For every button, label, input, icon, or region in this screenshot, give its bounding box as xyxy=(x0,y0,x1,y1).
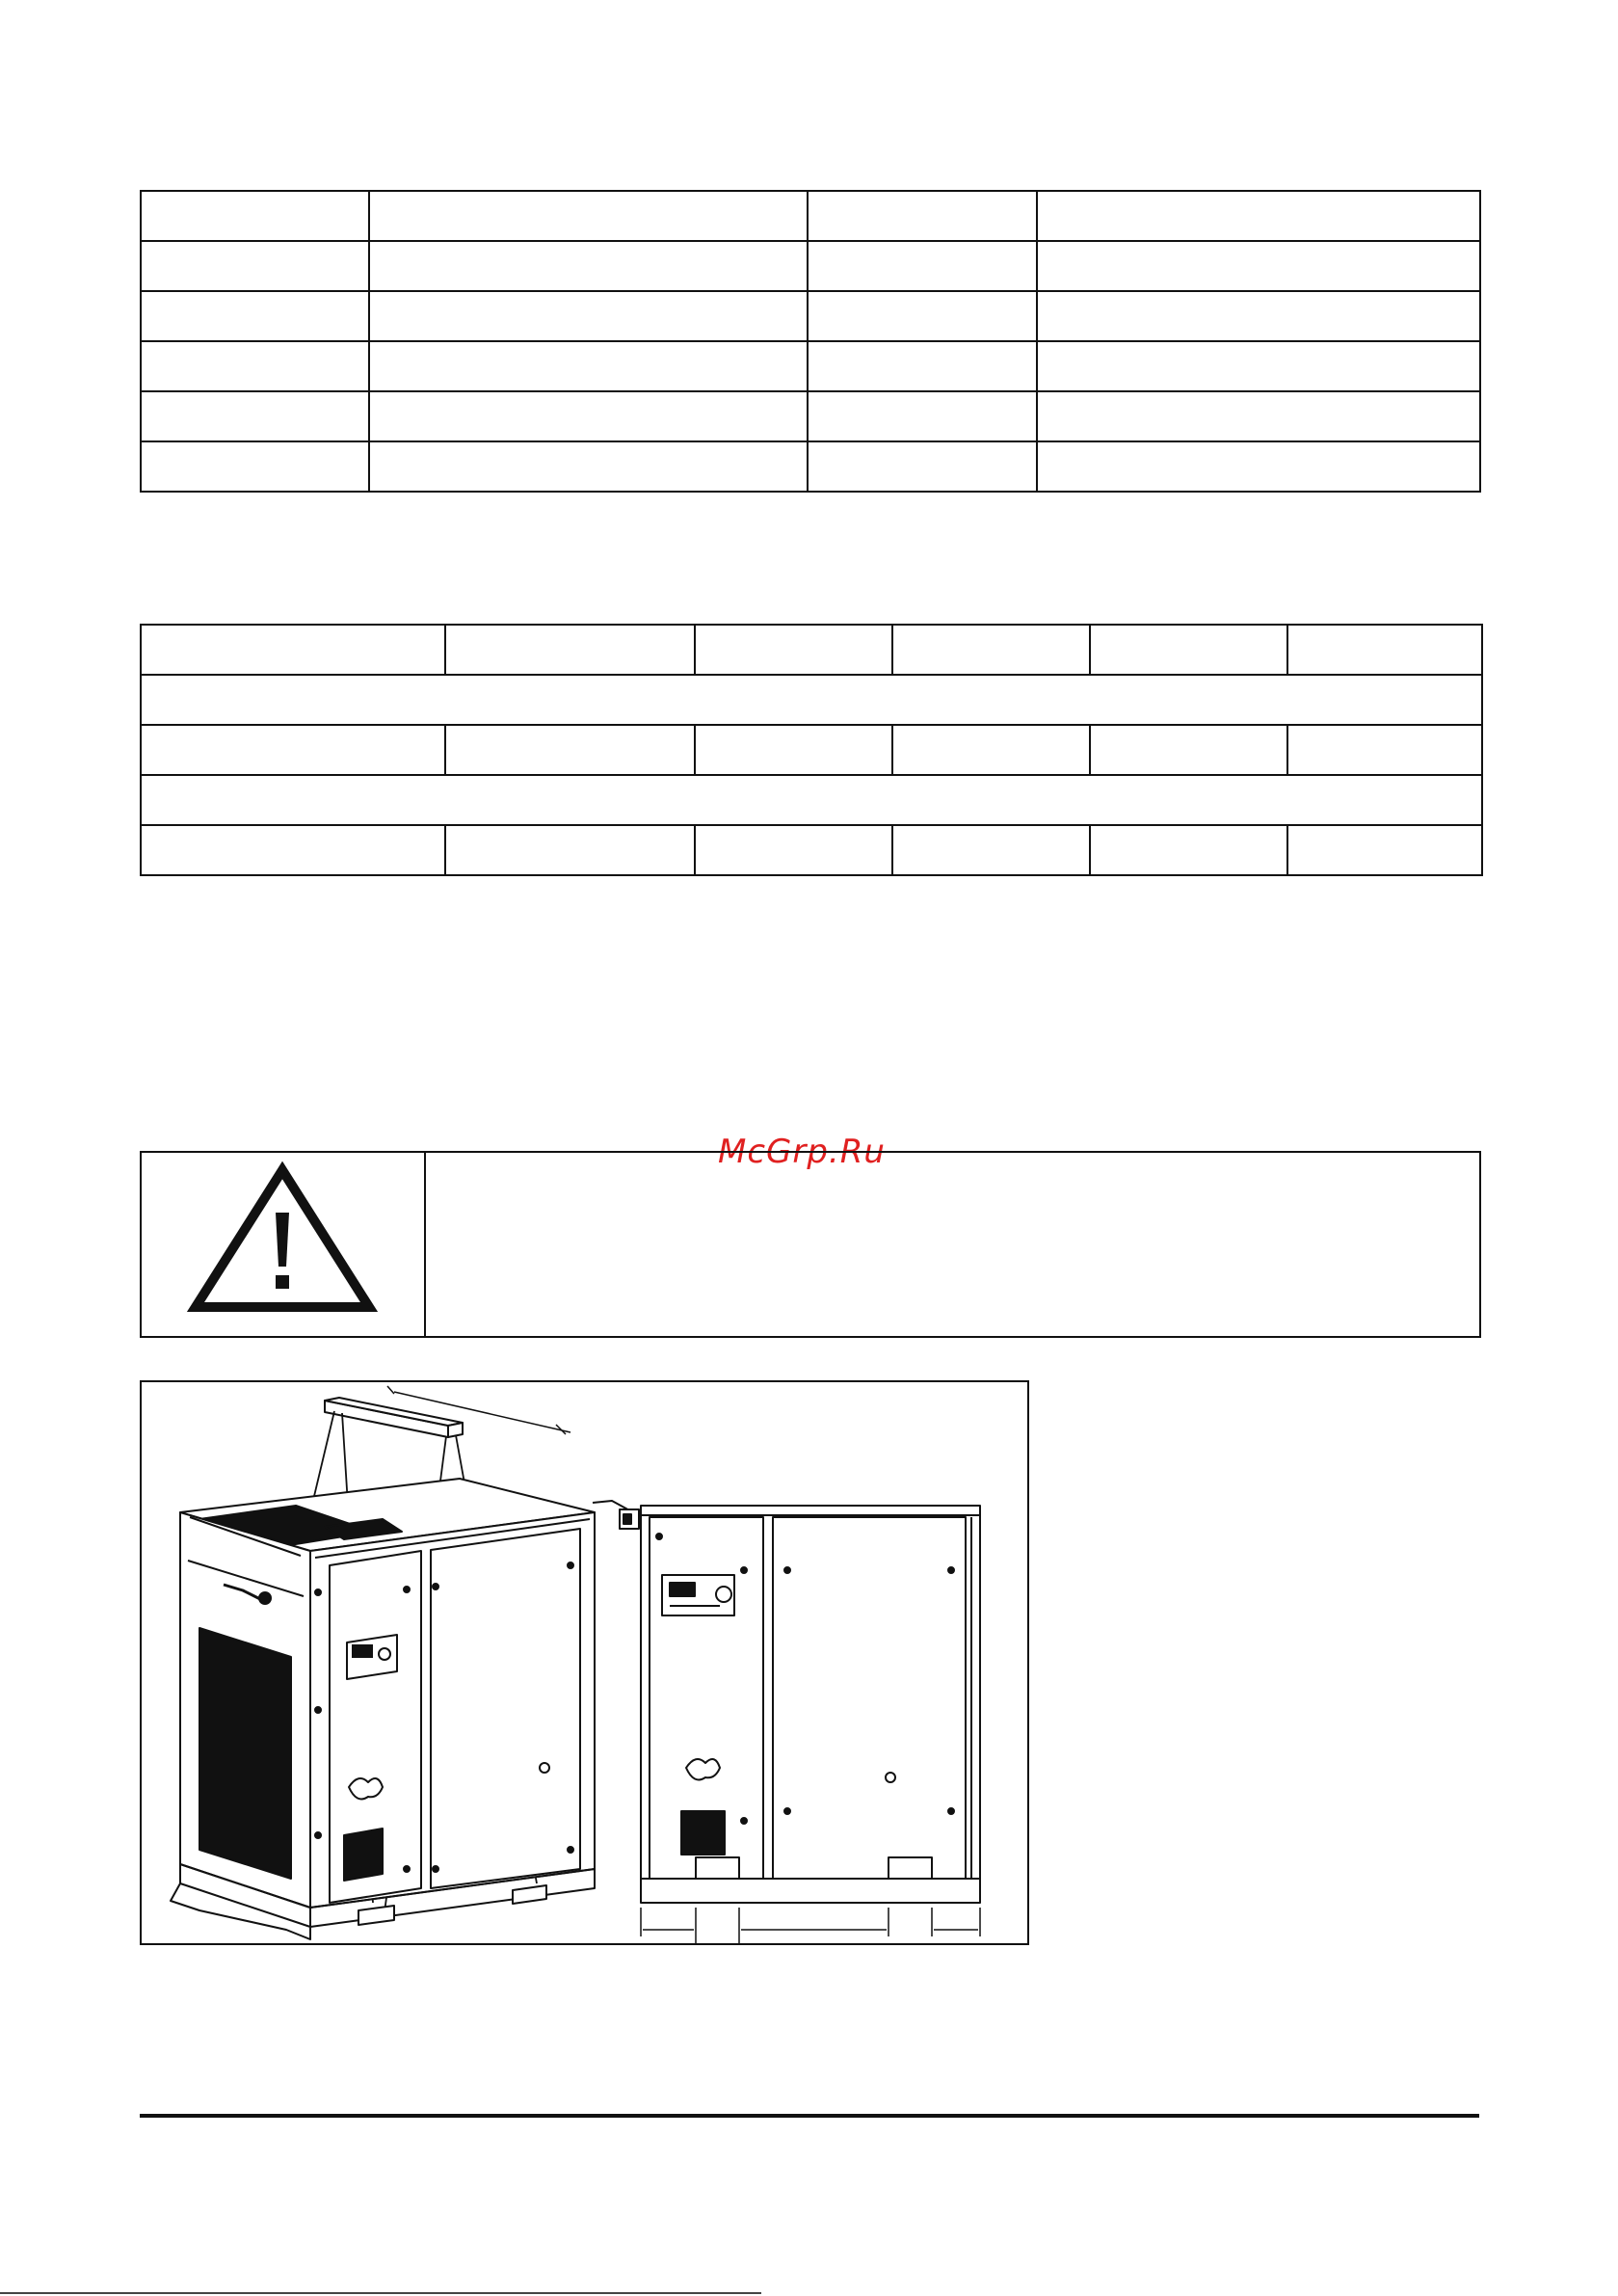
table-row xyxy=(141,775,1482,825)
bottom-rule xyxy=(0,2292,761,2294)
table-row xyxy=(141,191,1480,241)
lifting-beam xyxy=(325,1386,570,1437)
compressor-front-view xyxy=(641,1506,980,1943)
watermark: McGrp.Ru xyxy=(718,1133,886,1171)
warning-text-cell xyxy=(426,1153,1479,1336)
table-row xyxy=(141,341,1480,391)
table-row xyxy=(141,241,1480,291)
warning-triangle-icon xyxy=(142,1153,424,1336)
table-row xyxy=(141,625,1482,675)
warning-box xyxy=(140,1151,1481,1338)
table-row xyxy=(141,825,1482,875)
warning-icon-cell xyxy=(142,1153,426,1336)
table-row xyxy=(141,441,1480,492)
table-row xyxy=(141,675,1482,725)
spec-table-2 xyxy=(140,624,1483,876)
compressor-lifting-figure xyxy=(140,1380,1029,1945)
footer-rule xyxy=(140,2114,1479,2118)
connector-fitting xyxy=(593,1501,639,1529)
compressor-lifting-diagram xyxy=(142,1382,1027,1943)
table-row xyxy=(141,291,1480,341)
compressor-perspective xyxy=(171,1479,595,1939)
spec-table-1 xyxy=(140,190,1481,493)
table-row xyxy=(141,725,1482,775)
table-row xyxy=(141,391,1480,441)
